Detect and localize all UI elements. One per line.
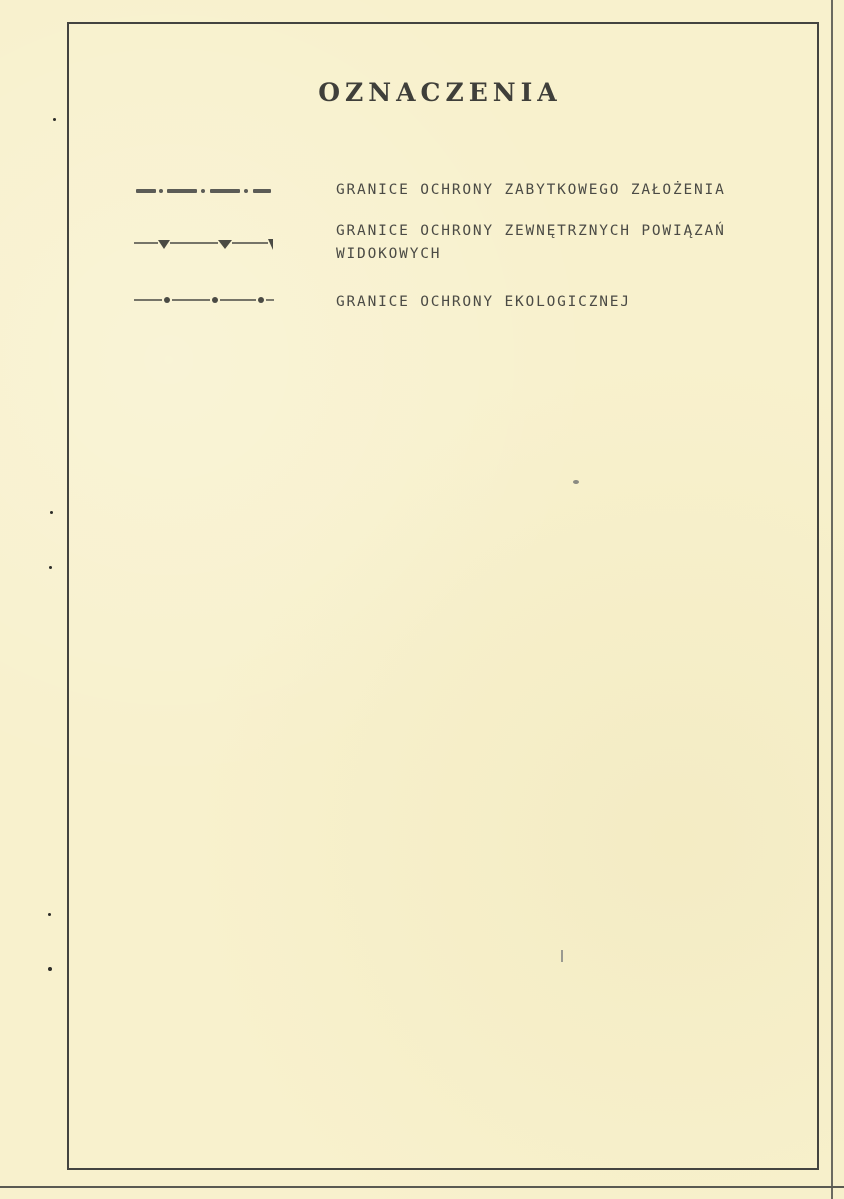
- bottom-edge-line: [0, 1186, 844, 1188]
- scan-speck: [53, 118, 56, 121]
- legend-item-monument-boundary: GRANICE OCHRONY ZABYTKOWEGO ZAŁOŻENIA: [336, 182, 726, 198]
- legend-item-visual-links-boundary: GRANICE OCHRONY ZEWNĘTRZNYCH POWIĄZAŃ WIDOKOWYCH: [336, 223, 726, 262]
- dash-dot-line-symbol: [132, 181, 277, 201]
- scan-speck: [561, 950, 563, 962]
- circle-line-symbol: [132, 290, 277, 310]
- scan-speck: [49, 566, 52, 569]
- legend-item-ecological-boundary: GRANICE OCHRONY EKOLOGICZNEJ: [336, 294, 631, 310]
- scan-speck: [50, 511, 53, 514]
- page-edge-line: [831, 0, 833, 1199]
- legend-title: OZNACZENIA: [318, 78, 562, 107]
- triangle-line-symbol: [132, 234, 277, 254]
- scan-speck: [48, 967, 52, 971]
- scan-speck: [573, 480, 579, 484]
- scan-speck: [48, 913, 51, 916]
